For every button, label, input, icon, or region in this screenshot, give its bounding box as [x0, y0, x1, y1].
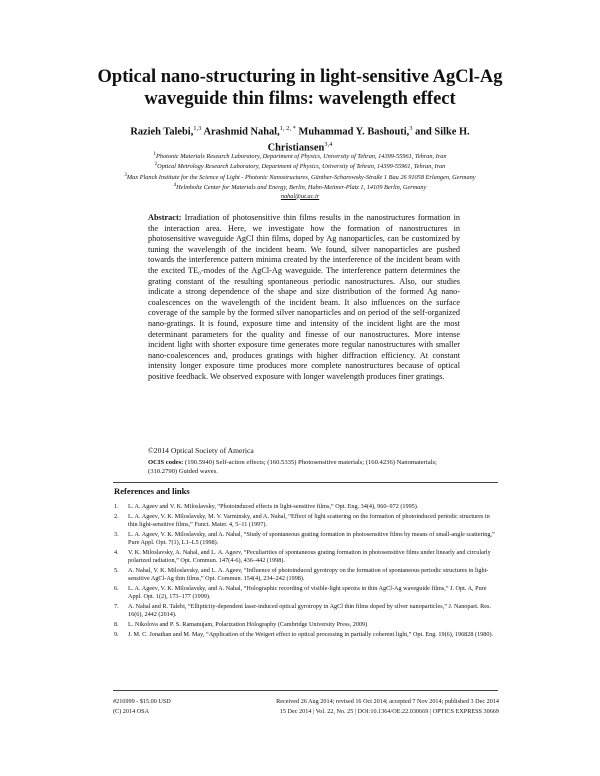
author-list — [105, 122, 495, 155]
reference-item: 9. J. M. C. Jonathan and M. May, “Application of the Weigert effect to optical processing in partially coherent light,” Opt. Eng. 19(6), 196828 (1980). — [114, 630, 494, 638]
author-affiliation-mark: 3,4 — [324, 141, 333, 149]
affiliation: $^3$Max Planck Institute for the Science of Light - Photonic Nanostructures, Günther-Scharowsky-Straße 1 Bau 26 91058 Erlangen, Germany — [124, 172, 476, 181]
footer-left — [113, 697, 198, 716]
abstract-text: Irradiation of photosensitive thin films results in the nanostructures formation in the interaction area. Here, we investigate how the formation of nanostructures in photosensitive waveguide AgCl thin films, doped by Ag nanoparticles, can be customized by tuning the wavelength of the incident beam. We found, silver nanoparticles are pushed towards the interference pattern minima created by the interference of the incident beam with the excited TE₀-modes of the AgCl-Ag waveguide. The interference pattern determines the grating constant of the resulting spontaneous periodic nanostructures. Also, our studies indicate a strong dependence of the shape and size distribution of the formed Ag nano-coalescences on the wavelength of the incident beam. It also influences on the surface coverage of the sample by the formed silver nanoparticles and on period of the self-organized nano-gratings. It is found, exposure time and intensity of the incident light are the most determinant parameters for the quality and finesse of our nanostructures. More intense incident light with shorter exposure time generates more regular nanostructures with smaller nano-coalescences and, produces gratings with higher diffraction efficiency. At constant intensity longer exposure time produces more complete nanostructures because of optical positive feedback. We observed exposure with longer wavelength produces finer gratings. — [148, 213, 460, 381]
author-name: Arashmid Nahal, — [203, 126, 280, 138]
author-affiliation-mark: 1, 2, * — [279, 125, 296, 132]
author-affiliation-mark: 3 — [409, 125, 413, 132]
footer-citation: 15 Dec 2014 | Vol. 22, No. 25 | DOI:10.1364/OE.22.030669 | OPTICS EXPRESS 30669 — [279, 707, 499, 715]
ocis-label: OCIS codes: — [148, 459, 184, 466]
divider — [113, 482, 498, 483]
author-affiliation-mark: 1,3 — [193, 125, 202, 132]
footer-price: #216999 - $15.00 USD — [113, 698, 171, 705]
abstract-label: Abstract: — [148, 213, 182, 222]
divider — [113, 690, 498, 691]
author-name: Muhammad Y. Bashouti, — [298, 126, 410, 138]
footer-dates: Received 26 Aug 2014; revised 16 Oct 2014; accepted 7 Nov 2014; published 3 Dec 2014 — [276, 698, 499, 705]
references-heading: References and links — [114, 486, 190, 496]
affiliation: $^2$Optical Metrology Research Laboratory, Department of Physics, University of Tehran, 14399-55961, Tehran, Iran — [154, 162, 446, 171]
affiliation-list — [100, 151, 500, 201]
footer-right — [202, 697, 499, 716]
reference-item: 3. L. A. Ageev, V. K. Miloslavsky, and A. Nahal, “Study of spontaneous grating formation in photosensitive films by means of small-angle scattering,” Pure Appl. Opt. 7(1), L1–L5 (1998). — [114, 530, 495, 546]
reference-item: 8. L. Nikolova and P. S. Ramanujam, Polarization Holography (Cambridge University Press, 2009) — [114, 620, 368, 628]
author-name: Razieh Talebi, — [130, 126, 194, 138]
affiliation: $^4$Helmholtz Center for Materials and Energy, Berlin, Hahn-Meitner-Platz 1, 14109 Berlin, Germany — [173, 183, 427, 192]
author-name: and Silke H. Christiansen — [267, 126, 470, 154]
reference-item: 6. L. A. Ageev, V. K. Miloslavsky, and A. Nahal, “Holographic recording of visible-light spectra in thin AgCl-Ag waveguide films,” J. Opt. A, Pure Appl. Opt. 1(2), 173–177 (1999). — [114, 584, 487, 600]
ocis-codes — [148, 459, 460, 476]
reference-list — [114, 503, 497, 641]
reference-item: 7. A. Nahal and R. Talebi, “Ellipticity-dependent laser-induced optical gyrotropy in AgCl thin films doped by silver nanoparticles,” J. Nanopart. Res. 16(6), 2442 (2014). — [114, 602, 491, 618]
abstract — [148, 213, 460, 383]
ocis-text: (190.5940) Self-action effects; (160.5335) Photosensitive materials; (160.4236) Nanomaterials; (310.2790) Guided waves. — [148, 459, 437, 475]
corresponding-email-link[interactable]: nahal@ut.ac.ir — [280, 192, 320, 200]
footer-copyright: (C) 2014 OSA — [113, 707, 150, 715]
reference-item: 4. V. K. Miloslavsky, A. Nahal, and L. A. Ageev, “Peculiarities of spontaneous grating formation in photosensitive films under linearly and circularly polarized radiation,” Opt. Commun. 147(4-6), 436–442 (1998). — [114, 548, 491, 564]
reference-item: 2. L. A. Ageev, V. K. Miloslavsky, M. V. Varminsky, and A. Nahal, “Effect of light scattering on the formation of photoinduced periodic structures in thin light-sensitive films,” Funct. Mater. 4, 5–11 (1997). — [114, 512, 490, 528]
reference-item: 5. A. Nahal, V. K. Miloslavsky, and L. A. Ageev, “Influence of photoinduced gyrotropy on the formation of spontaneous periodic structures in light-sensitive AgCl-Ag thin films,” Opt. Commun. 154(4), 234–242 (1998). — [114, 566, 489, 582]
reference-item: 1. L. A. Ageev and V. K. Miloslavsky, “Photoinduced effects in light-sensitive films,” Opt. Eng. 34(4), 960–972 (1995). — [114, 503, 419, 510]
copyright-notice: ©2014 Optical Society of America — [148, 446, 254, 455]
affiliation: $^1$Photonic Materials Research Laboratory, Department of Physics, University of Tehran, 14399-55961, Tehran, Iran — [153, 152, 447, 161]
paper-title: Optical nano-structuring in light-sensitive AgCl-Ag waveguide thin films: wavelength effect — [97, 67, 503, 109]
